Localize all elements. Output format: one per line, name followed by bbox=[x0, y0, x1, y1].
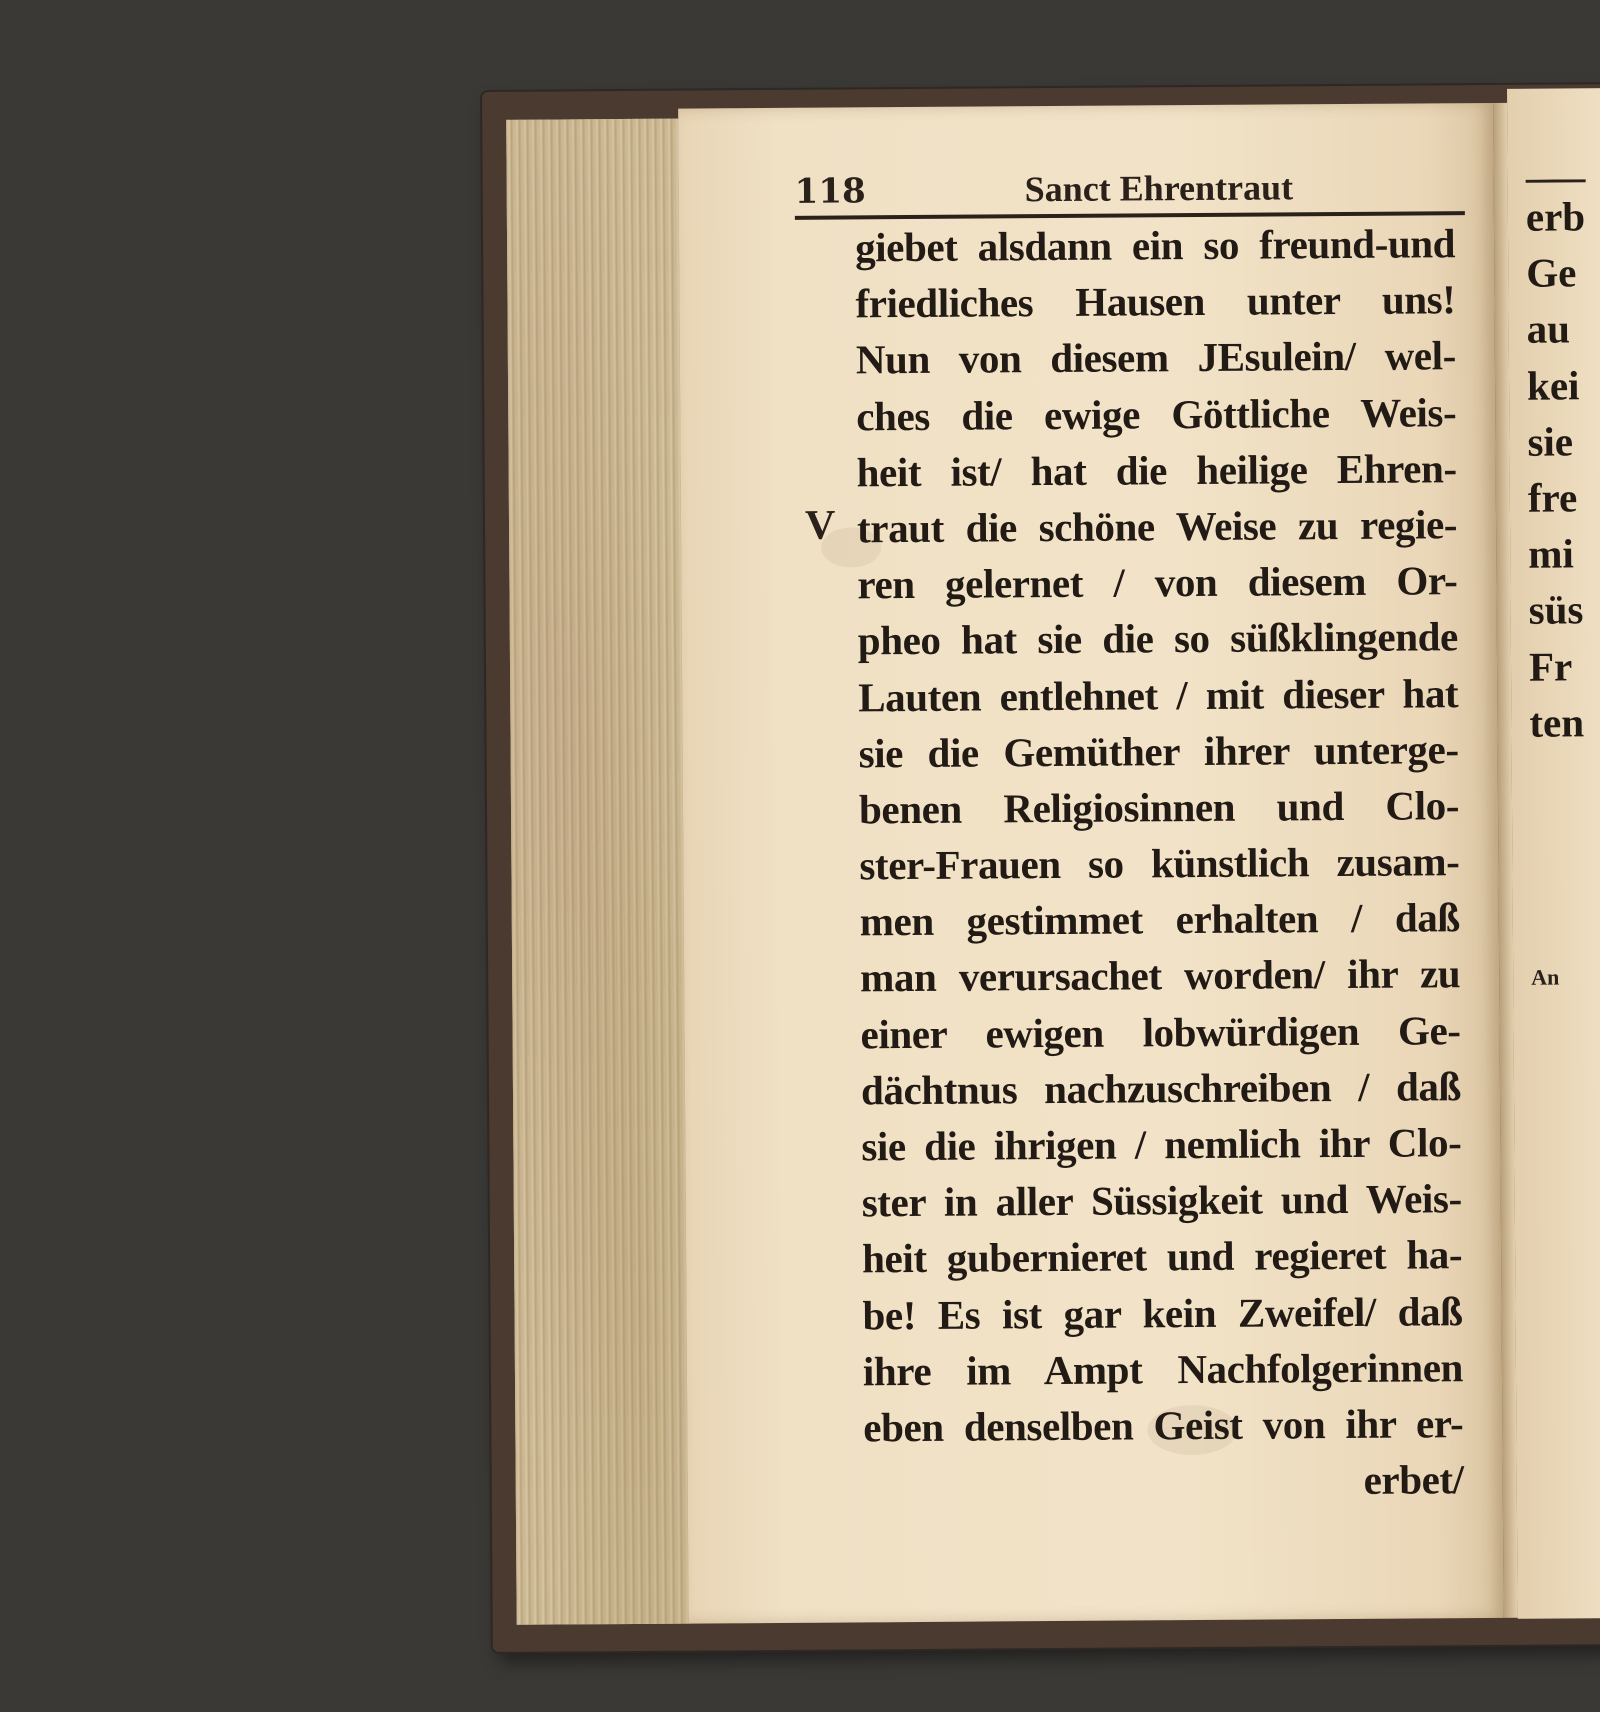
catchword: erbet/ bbox=[1363, 1456, 1464, 1504]
text-line: be! Es ist gar kein Zweifel/ daß bbox=[862, 1287, 1463, 1338]
text-line: ches die ewige Göttliche Weis- bbox=[856, 388, 1457, 439]
text-line: sie die ihrigen / nemlich ihr Clo- bbox=[861, 1119, 1462, 1170]
facing-text-line: Ge bbox=[1526, 249, 1577, 296]
text-line: pheo hat sie die so süßklingende bbox=[857, 613, 1458, 664]
facing-head-rule bbox=[1526, 179, 1586, 182]
facing-text-line: au bbox=[1526, 305, 1571, 353]
text-line: eben denselben Geist von ihr er- bbox=[863, 1400, 1464, 1451]
text-line: einer ewigen lobwürdigen Ge- bbox=[860, 1006, 1461, 1058]
facing-text-line: ten bbox=[1529, 699, 1585, 746]
facing-text-line: Fr bbox=[1528, 642, 1573, 690]
facing-text-line: süs bbox=[1528, 586, 1584, 634]
text-line: sie die Gemüther ihrer unterge- bbox=[858, 725, 1459, 777]
text-line: ihre im Ampt Nachfolgerinnen bbox=[862, 1343, 1464, 1395]
signature-mark: V bbox=[804, 502, 836, 549]
text-line: men gestimmet erhalten / daß bbox=[859, 894, 1460, 945]
text-line: dächtnus nachzuschreiben / daß bbox=[860, 1063, 1462, 1114]
facing-text-line: kei bbox=[1526, 361, 1580, 409]
facing-small-text: An bbox=[1531, 964, 1560, 990]
text-line: Nun von diesem JEsulein/ wel- bbox=[855, 332, 1457, 383]
text-line: ster-Frauen so künstlich zusam- bbox=[859, 838, 1460, 889]
facing-text-line: sie bbox=[1527, 418, 1574, 465]
text-line: friedliches Hausen unter uns! bbox=[855, 276, 1456, 327]
facing-text-line: fre bbox=[1527, 474, 1578, 521]
left-page bbox=[678, 103, 1504, 1624]
facing-text-line: erb bbox=[1525, 193, 1586, 240]
text-line: giebet alsdann ein so freund-und bbox=[854, 220, 1456, 271]
text-line: ster in aller Süssigkeit und Weis- bbox=[861, 1175, 1462, 1226]
text-line: benen Religiosinnen und Clo- bbox=[858, 782, 1460, 833]
facing-text-line: mi bbox=[1528, 530, 1574, 577]
facing-page-fragment bbox=[1508, 179, 1600, 751]
running-head bbox=[795, 165, 1465, 220]
book bbox=[482, 84, 1600, 1652]
text-line: Lauten entlehnet / mit dieser hat bbox=[858, 669, 1459, 720]
text-line: ren gelernet / von diesem Or- bbox=[857, 557, 1458, 608]
text-line: traut die schöne Weise zu regie- bbox=[856, 501, 1458, 552]
page-number: 118 bbox=[794, 171, 866, 212]
body-text bbox=[855, 215, 1464, 1511]
text-line: heit gubernieret und regieret ha- bbox=[861, 1231, 1463, 1282]
page-edges bbox=[506, 119, 690, 1625]
running-head-title: Sanct Ehrentraut bbox=[1024, 167, 1294, 210]
text-line: man verursachet worden/ ihr zu bbox=[860, 950, 1461, 1001]
text-line: heit ist/ hat die heilige Ehren- bbox=[856, 444, 1457, 496]
